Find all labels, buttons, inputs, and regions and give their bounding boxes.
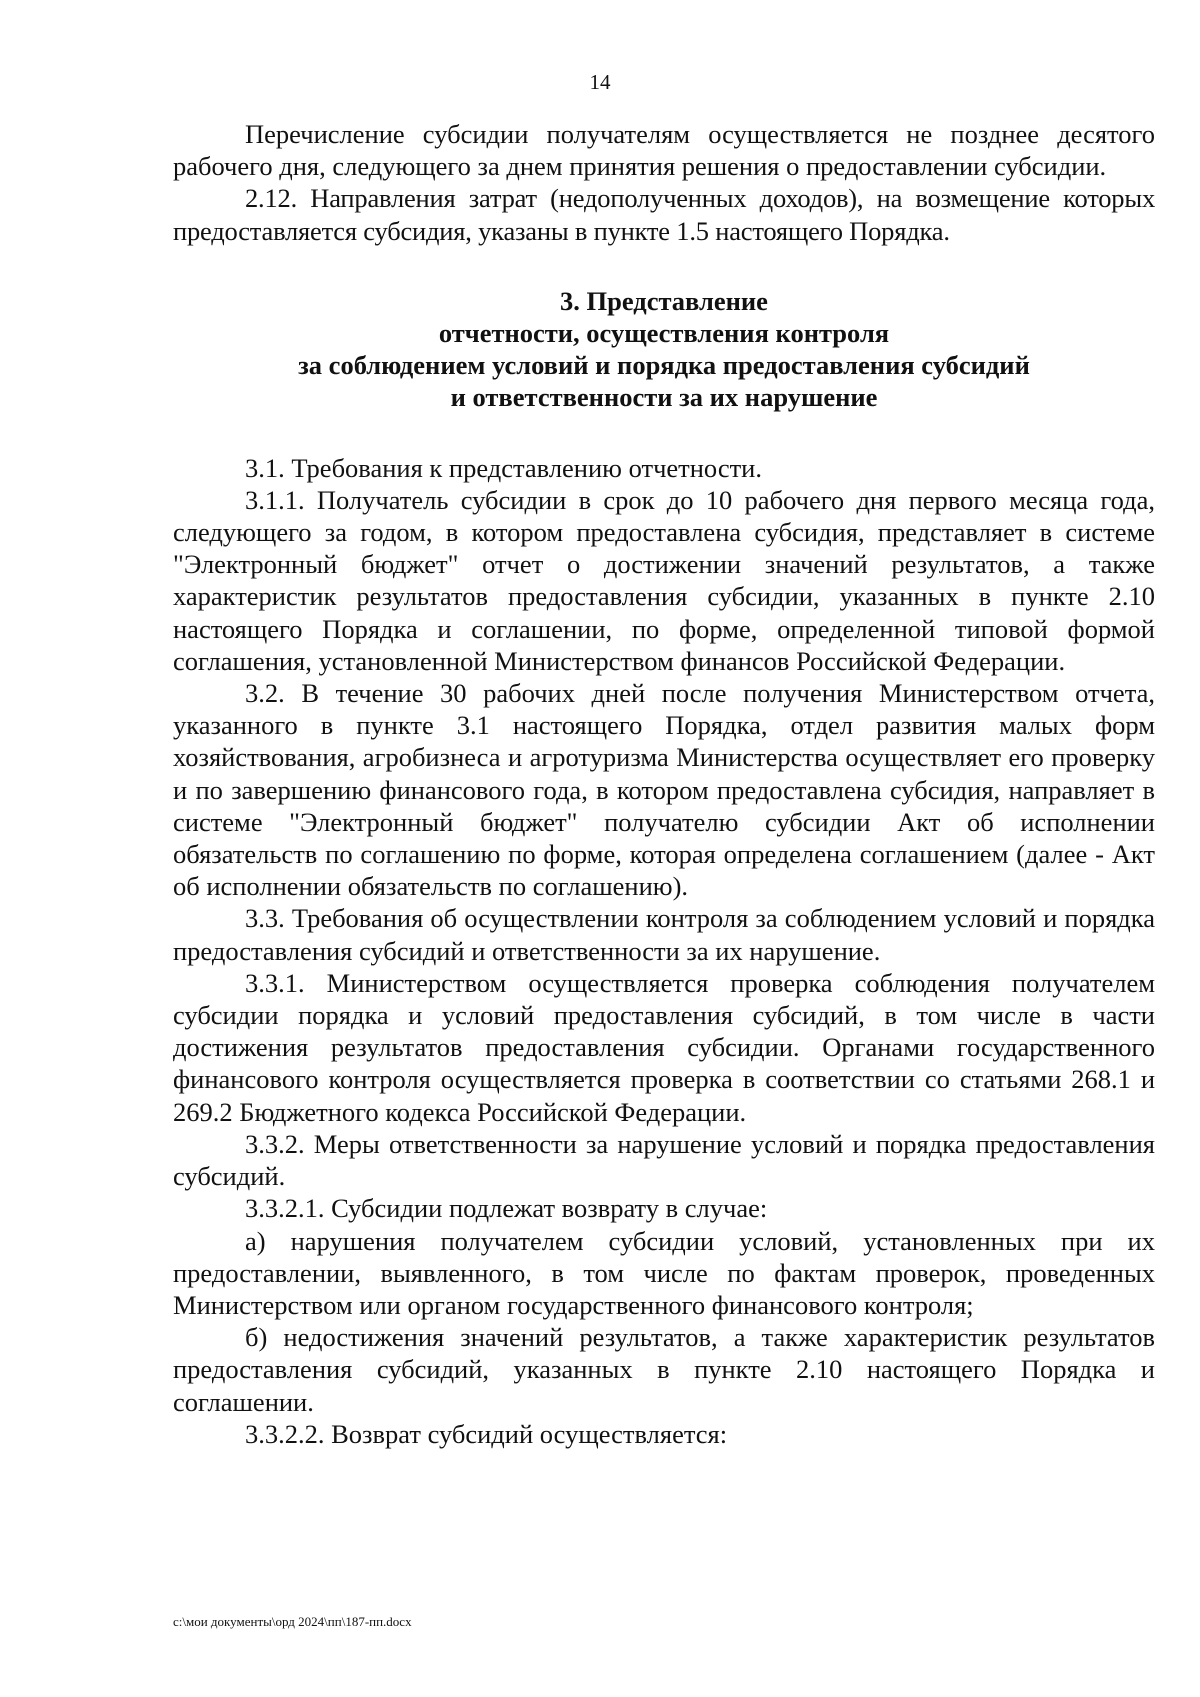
paragraph-subsidy-transfer: Перечисление субсидии получателям осуществляется не позднее десятого рабочего дня, следующего за днем принятия решения о предоставлении субсидии.	[173, 119, 1155, 182]
paragraph-3-3: 3.3. Требования об осуществлении контроля за соблюдением условий и порядка предоставления субсидий и ответственности за их нарушение.	[173, 903, 1155, 966]
section-heading-line: 3. Представление	[560, 285, 768, 316]
paragraph-3-3-2-2: 3.3.2.2. Возврат субсидий осуществляется:	[245, 1418, 728, 1449]
document-body	[173, 118, 1155, 1450]
footer-file-path: c:\мои документы\орд 2024\пп\187-пп.docx	[173, 1614, 412, 1629]
section-heading	[173, 285, 1155, 414]
paragraph-3-3-1: 3.3.1. Министерством осуществляется проверка соблюдения получателем субсидии порядка и условий предоставления субсидий, в том числе в части достижения результатов предоставления субсидии. Органами государственного финансового контроля осуществляется проверка в соответствии со статьями 268.1 и 269.2 Бюджетного кодекса Российской Федерации.	[173, 967, 1155, 1127]
section-heading-line: отчетности, осуществления контроля	[438, 318, 890, 349]
paragraph-3-1-1: 3.1.1. Получатель субсидии в срок до 10 рабочего дня первого месяца года, следующего за годом, в котором предоставлена субсидия, представляет в системе "Электронный бюджет" отчет о достижении значений результатов, а также характеристик результатов предоставления субсидии, указанных в пункте 2.10 настоящего Порядка и соглашении, по форме, определенной типовой формой соглашения, установленной Министерством финансов Российской Федерации.	[173, 484, 1155, 676]
paragraph-2-12: 2.12. Направления затрат (недополученных доходов), на возмещение которых предоставляется субсидия, указаны в пункте 1.5 настоящего Порядка.	[173, 183, 1155, 246]
paragraph-item-a: а) нарушения получателем субсидии условий, установленных при их предоставлении, выявленного, в том числе по фактам проверок, проведенных Министерством или органом государственного финансового контроля;	[173, 1225, 1155, 1320]
paragraph-3-1: 3.1. Требования к представлению отчетности.	[245, 452, 762, 483]
paragraph-3-3-2: 3.3.2. Меры ответственности за нарушение условий и порядка предоставления субсидий.	[173, 1128, 1155, 1192]
paragraph-3-3-2-1: 3.3.2.1. Субсидии подлежат возврату в случае:	[245, 1193, 768, 1224]
section-heading-line: за соблюдением условий и порядка предоставления субсидий	[298, 350, 1030, 381]
section-heading-line: и ответственности за их нарушение	[450, 382, 878, 413]
paragraph-3-2: 3.2. В течение 30 рабочих дней после получения Министерством отчета, указанного в пункте 3.1 настоящего Порядка, отдел развития малых форм хозяйствования, агробизнеса и агротуризма Министерства осуществляет его проверку и по завершению финансового года, в котором предоставлена субсидия, направляет в системе "Электронный бюджет" получателю субсидии Акт об исполнении обязательств по соглашению по форме, которая определена соглашением (далее - Акт об исполнении обязательств по соглашению).	[173, 678, 1155, 902]
paragraph-item-b: б) недостижения значений результатов, а также характеристик результатов предоставления субсидий, указанных в пункте 2.10 настоящего Порядка и соглашении.	[173, 1322, 1155, 1417]
page-number: 14	[589, 70, 611, 94]
